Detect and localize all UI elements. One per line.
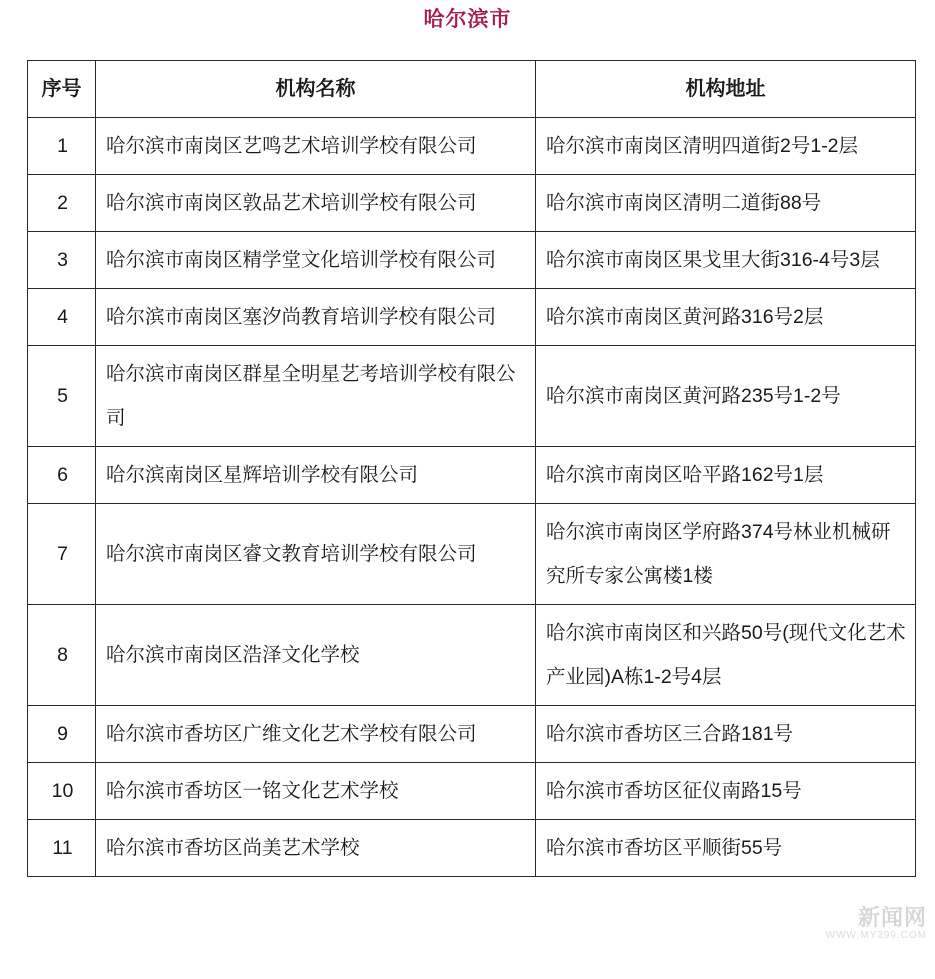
column-header-index: 序号	[28, 61, 96, 118]
cell-institution-name: 哈尔滨市南岗区精学堂文化培训学校有限公司	[96, 232, 536, 289]
cell-institution-address: 哈尔滨市南岗区黄河路235号1-2号	[536, 346, 916, 447]
table-header-row	[28, 61, 916, 118]
table-row	[28, 175, 916, 232]
cell-institution-name: 哈尔滨市南岗区浩泽文化学校	[96, 605, 536, 706]
table-row	[28, 763, 916, 820]
cell-institution-name: 哈尔滨市南岗区敦品艺术培训学校有限公司	[96, 175, 536, 232]
cell-institution-name: 哈尔滨市南岗区群星全明星艺考培训学校有限公司	[96, 346, 536, 447]
cell-index: 4	[28, 289, 96, 346]
cell-index: 9	[28, 706, 96, 763]
cell-institution-address: 哈尔滨市南岗区学府路374号林业机械研究所专家公寓楼1楼	[536, 504, 916, 605]
cell-institution-name: 哈尔滨市香坊区尚美艺术学校	[96, 820, 536, 877]
institution-table	[27, 60, 916, 877]
cell-institution-name: 哈尔滨市香坊区广维文化艺术学校有限公司	[96, 706, 536, 763]
table-row	[28, 504, 916, 605]
page-title: 哈尔滨市	[423, 8, 512, 31]
table-body	[28, 118, 916, 877]
institution-table-container	[27, 60, 915, 877]
table-row	[28, 118, 916, 175]
cell-institution-name: 哈尔滨市南岗区塞汐尚教育培训学校有限公司	[96, 289, 536, 346]
cell-institution-address: 哈尔滨市南岗区哈平路162号1层	[536, 447, 916, 504]
watermark-text: 新闻网	[857, 905, 927, 930]
cell-institution-name: 哈尔滨市南岗区艺鸣艺术培训学校有限公司	[96, 118, 536, 175]
cell-index: 10	[28, 763, 96, 820]
cell-index: 1	[28, 118, 96, 175]
cell-institution-name: 哈尔滨南岗区星辉培训学校有限公司	[96, 447, 536, 504]
table-row	[28, 706, 916, 763]
cell-index: 7	[28, 504, 96, 605]
table-row	[28, 289, 916, 346]
column-header-name: 机构名称	[96, 61, 536, 118]
cell-institution-address: 哈尔滨市南岗区和兴路50号(现代文化艺术产业园)A栋1-2号4层	[536, 605, 916, 706]
site-watermark	[767, 901, 927, 941]
cell-institution-address: 哈尔滨市南岗区清明四道街2号1-2层	[536, 118, 916, 175]
cell-institution-name: 哈尔滨市香坊区一铭文化艺术学校	[96, 763, 536, 820]
cell-institution-name: 哈尔滨市南岗区睿文教育培训学校有限公司	[96, 504, 536, 605]
cell-institution-address: 哈尔滨市香坊区平顺街55号	[536, 820, 916, 877]
table-header	[28, 61, 916, 118]
table-row	[28, 605, 916, 706]
cell-institution-address: 哈尔滨市香坊区三合路181号	[536, 706, 916, 763]
table-row	[28, 346, 916, 447]
column-header-address: 机构地址	[536, 61, 916, 118]
cell-institution-address: 哈尔滨市南岗区黄河路316号2层	[536, 289, 916, 346]
table-row	[28, 447, 916, 504]
cell-institution-address: 哈尔滨市香坊区征仪南路15号	[536, 763, 916, 820]
cell-index: 6	[28, 447, 96, 504]
cell-index: 2	[28, 175, 96, 232]
watermark-url: WWW.MY399.COM	[825, 930, 927, 941]
table-row	[28, 820, 916, 877]
cell-index: 3	[28, 232, 96, 289]
cell-institution-address: 哈尔滨市南岗区清明二道街88号	[536, 175, 916, 232]
cell-institution-address: 哈尔滨市南岗区果戈里大街316-4号3层	[536, 232, 916, 289]
table-row	[28, 232, 916, 289]
cell-index: 8	[28, 605, 96, 706]
cell-index: 5	[28, 346, 96, 447]
cell-index: 11	[28, 820, 96, 877]
